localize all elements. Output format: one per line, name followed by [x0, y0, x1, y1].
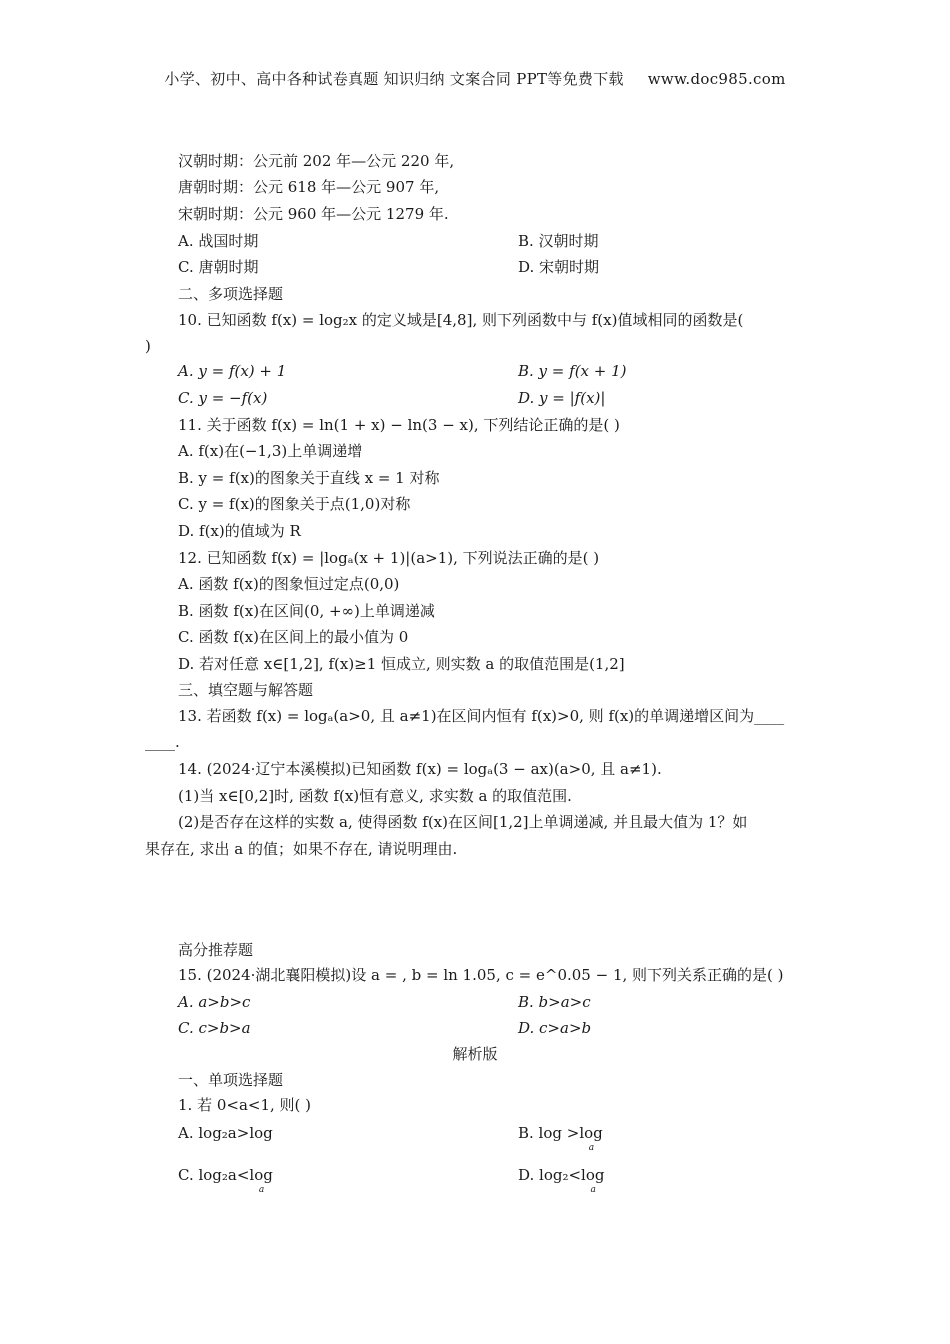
question-12: 12. 已知函数 f(x) = |logₐ(x + 1)|(a>1), 下列说法正确的是( ): [178, 549, 600, 567]
question-1: 1. 若 0<a<1, 则( ): [178, 1096, 312, 1114]
answer-version-title: 解析版: [452, 1045, 498, 1063]
q1-option-b: [518, 1123, 608, 1153]
q10-option-a: A. y = f(x) + 1: [178, 362, 287, 380]
q9-option-d: D. 宋朝时期: [518, 258, 600, 276]
q9-option-a: A. 战国时期: [178, 232, 259, 250]
q1-option-d-text: D. log₂<log: [518, 1166, 605, 1184]
q15-option-c: C. c>b>a: [178, 1019, 251, 1037]
q15-option-d: D. c>a>b: [518, 1019, 592, 1037]
q11-option-b: B. y = f(x)的图象关于直线 x = 1 对称: [178, 469, 440, 487]
q1-option-a: [178, 1123, 273, 1143]
line-song: 宋朝时期：公元 960 年—公元 1279 年.: [178, 205, 449, 223]
q1-option-c: [178, 1165, 278, 1195]
section-multiple-choice: 二、多项选择题: [178, 285, 284, 303]
q11-option-d: D. f(x)的值域为 R: [178, 522, 301, 540]
question-14-part-2: (2)是否存在这样的实数 a, 使得函数 f(x)在区间[1,2]上单调递减, 并且最大值为 1？如: [178, 813, 748, 831]
question-11: 11. 关于函数 f(x) = ln(1 + x) − ln(3 − x), 下列结论正确的是( ): [178, 416, 620, 434]
q11-option-a: A. f(x)在(−1,3)上单调递增: [178, 442, 363, 460]
question-15: 15. (2024·湖北襄阳模拟)设 a = , b = ln 1.05, c = e^0.05 − 1, 则下列关系正确的是( ): [178, 966, 784, 984]
q1-option-b-subscript: a: [588, 1143, 595, 1153]
section-fill-and-answer: 三、填空题与解答题: [178, 681, 314, 699]
header-left-text: 小学、初中、高中各种试卷真题 知识归纳 文案合同 PPT等免费下载: [164, 70, 624, 88]
q11-option-c: C. y = f(x)的图象关于点(1,0)对称: [178, 495, 411, 513]
q10-option-b: B. y = f(x + 1): [518, 362, 627, 380]
q1-option-c-subscript: a: [258, 1185, 265, 1195]
question-13: 13. 若函数 f(x) = logₐ(a>0, 且 a≠1)在区间内恒有 f(x)>0, 则 f(x)的单调递增区间为____: [178, 707, 785, 725]
q12-option-d: D. 若对任意 x∈[1,2], f(x)≥1 恒成立, 则实数 a 的取值范围是(1,2]: [178, 655, 625, 673]
high-score-heading: 高分推荐题: [178, 941, 254, 959]
q1-option-d-subscript: a: [590, 1185, 596, 1195]
question-14-part-2-cont: 果存在, 求出 a 的值；如果不存在, 请说明理由.: [145, 840, 458, 858]
q9-option-b: B. 汉朝时期: [518, 232, 599, 250]
page-header: [0, 68, 950, 89]
q12-option-c: C. 函数 f(x)在区间上的最小值为 0: [178, 628, 409, 646]
q12-option-a: A. 函数 f(x)的图象恒过定点(0,0): [178, 575, 400, 593]
q15-option-b: B. b>a>c: [518, 993, 591, 1011]
question-10: 10. 已知函数 f(x) = log₂x 的定义域是[4,8], 则下列函数中与 f(x)值域相同的函数是(: [178, 311, 744, 329]
header-url: www.doc985.com: [647, 70, 786, 88]
question-13-end: ____.: [145, 733, 180, 751]
question-14: 14. (2024·辽宁本溪模拟)已知函数 f(x) = logₐ(3 − ax)(a>0, 且 a≠1).: [178, 760, 662, 778]
question-10-end: ): [145, 337, 151, 355]
q9-option-c: C. 唐朝时期: [178, 258, 259, 276]
q1-option-a-text: A. log₂a>log: [178, 1124, 273, 1142]
q1-option-d: [518, 1165, 610, 1195]
line-han: 汉朝时期：公元前 202 年—公元 220 年,: [178, 152, 455, 170]
q10-option-d: D. y = |f(x)|: [518, 389, 606, 407]
section-single-choice: 一、单项选择题: [178, 1071, 284, 1089]
q1-option-b-text: B. log >log: [518, 1124, 603, 1142]
question-14-part-1: (1)当 x∈[0,2]时, 函数 f(x)恒有意义, 求实数 a 的取值范围.: [178, 787, 572, 805]
q15-option-a: A. a>b>c: [178, 993, 251, 1011]
q1-option-c-text: C. log₂a<log: [178, 1166, 273, 1184]
q10-option-c: C. y = −f(x): [178, 389, 268, 407]
q12-option-b: B. 函数 f(x)在区间(0, +∞)上单调递减: [178, 602, 435, 620]
line-tang: 唐朝时期：公元 618 年—公元 907 年,: [178, 178, 440, 196]
